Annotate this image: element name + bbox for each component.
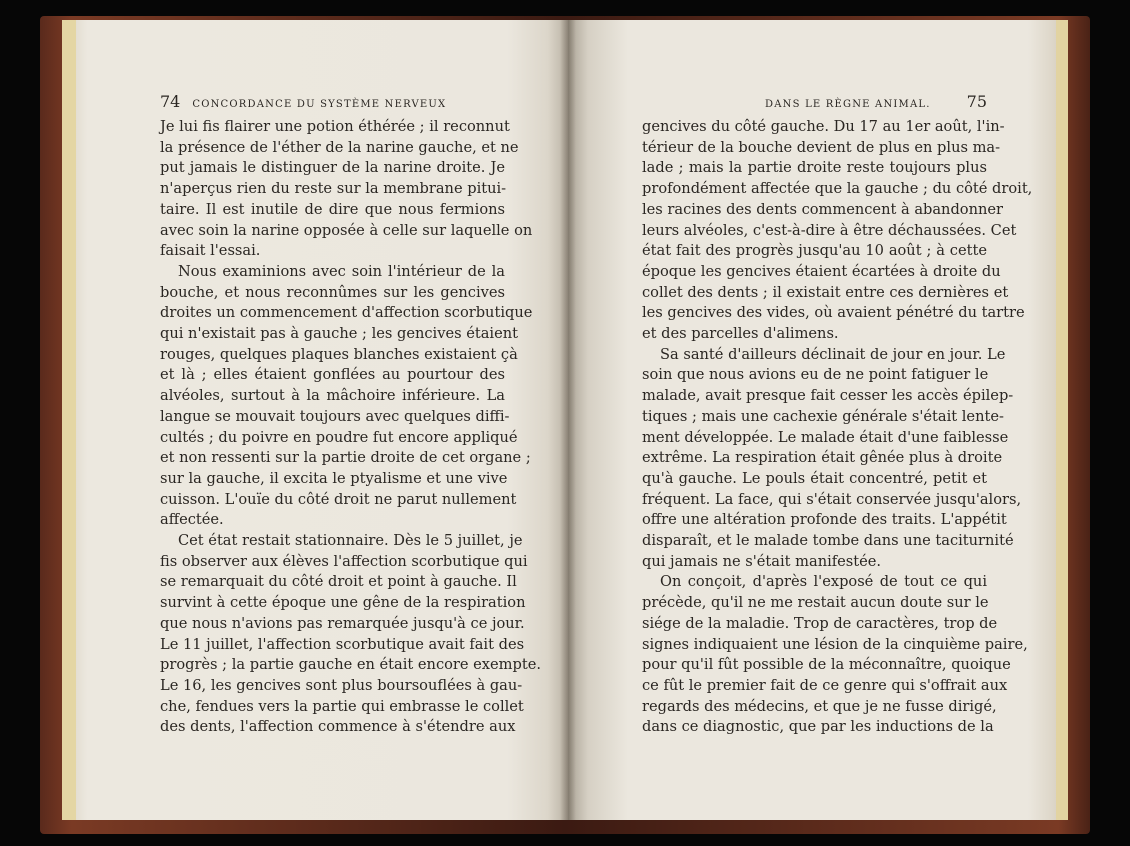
book-gutter (560, 20, 576, 820)
text-line: taire. Il est inutile de dire que nous fermions (160, 200, 505, 218)
text-line: et là ; elles étaient gonflées au pourtour des (160, 366, 505, 384)
text-line: disparaît, et le malade tombe dans une taciturnité (642, 532, 1014, 550)
text-line: offre une altération profonde des traits. L'appétit (642, 511, 1007, 529)
text-line: Le 11 juillet, l'affection scorbutique avait fait des (160, 635, 525, 653)
text-line: affectée. (160, 511, 224, 529)
text-line: qu'à gauche. Le pouls était concentré, petit et (642, 469, 987, 487)
text-line: malade, avait presque fait cesser les accès épilep- (642, 387, 1014, 405)
text-line: Cet état restait stationnaire. Dès le 5 juillet, je (178, 532, 523, 550)
text-line: rouges, quelques plaques blanches existaient çà (160, 345, 518, 363)
text-line: ment développée. Le malade était d'une faiblesse (642, 428, 1009, 446)
text-line: Je lui fis flairer une potion éthérée ; il reconnut (160, 118, 510, 135)
text-line: dans ce diagnostic, que par les inductions de la (642, 718, 994, 736)
left-running-title: CONCORDANCE DU SYSTÈME NERVEUX (192, 99, 447, 110)
text-line: époque les gencives étaient écartées à droite du (642, 262, 1001, 280)
text-line: extrême. La respiration était gênée plus à droite (642, 449, 1003, 467)
left-page-header (160, 92, 505, 111)
text-line: Le 16, les gencives sont plus boursouflées à gau- (160, 676, 523, 694)
right-page-text (642, 117, 1033, 738)
text-line: qui n'existait pas à gauche ; les gencives étaient (160, 325, 519, 343)
text-line: sur la gauche, il excita le ptyalisme et une vive (160, 469, 508, 487)
text-line: lade ; mais la partie droite reste toujours plus (642, 159, 987, 177)
text-line: profondément affectée que la gauche ; du côté droit, (642, 180, 1033, 198)
text-line: ce fût le premier fait de ce genre qui s'offrait aux (642, 676, 1008, 694)
text-line: qui jamais ne s'était manifestée. (642, 552, 882, 570)
text-line: Sa santé d'ailleurs déclinait de jour en jour. Le (660, 345, 1006, 363)
text-line: état fait des progrès jusqu'au 10 août ; à cette (642, 242, 987, 260)
text-line: n'aperçus rien du reste sur la membrane pitui- (160, 180, 507, 198)
text-line: la présence de l'éther de la narine gauche, et ne (160, 138, 519, 156)
text-line: des dents, l'affection commence à s'étendre aux (160, 718, 516, 736)
text-line: droites un commencement d'affection scorbutique (160, 304, 533, 322)
text-line: et des parcelles d'alimens. (642, 325, 839, 343)
text-line: les gencives des vides, où avaient pénétré du tartre (642, 304, 1025, 322)
text-line: regards des médecins, et que je ne fusse dirigé, (642, 697, 997, 715)
text-line: bouche, et nous reconnûmes sur les gencives (160, 283, 505, 301)
text-line: se remarquait du côté droit et point à gauche. Il (160, 573, 517, 591)
text-line: térieur de la bouche devient de plus en plus ma- (642, 138, 1001, 156)
left-page-text (160, 117, 541, 738)
text-line: signes indiquaient une lésion de la cinquième paire, (642, 635, 1028, 653)
text-line: siége de la maladie. Trop de caractères, trop de (642, 614, 998, 632)
text-line: leurs alvéoles, c'est-à-dire à être déchaussées. Cet (642, 221, 1017, 239)
left-page (62, 20, 568, 820)
right-page-edges (1056, 20, 1068, 820)
left-page-edges (62, 20, 76, 820)
right-page-number: 75 (966, 92, 987, 111)
text-line: put jamais le distinguer de la narine droite. Je (160, 159, 505, 177)
text-line: alvéoles, surtout à la mâchoire inférieure. La (160, 387, 505, 405)
right-page (568, 20, 1068, 820)
right-page-header (642, 92, 987, 111)
text-line: avec soin la narine opposée à celle sur laquelle on (160, 221, 533, 239)
text-line: tiques ; mais une cachexie générale s'était lente- (642, 407, 1004, 425)
right-running-title: DANS LE RÈGNE ANIMAL. (765, 99, 931, 110)
text-line: collet des dents ; il existait entre ces dernières et (642, 283, 1009, 301)
text-line: pour qu'il fût possible de la méconnaître, quoique (642, 656, 1011, 674)
text-line: précède, qu'il ne me restait aucun doute sur le (642, 594, 989, 612)
text-line: langue se mouvait toujours avec quelques diffi- (160, 407, 510, 425)
text-line: fréquent. La face, qui s'était conservée jusqu'alors, (642, 490, 1022, 508)
text-line: les racines des dents commencent à abandonner (642, 200, 1003, 218)
text-line: gencives du côté gauche. Du 17 au 1er août, l'in- (642, 118, 1005, 135)
text-line: que nous n'avions pas remarquée jusqu'à ce jour. (160, 614, 525, 632)
text-line: Nous examinions avec soin l'intérieur de la (178, 262, 505, 280)
text-line: fis observer aux élèves l'affection scorbutique qui (160, 552, 528, 570)
text-line: faisait l'essai. (160, 242, 261, 260)
text-line: survint à cette époque une gêne de la respiration (160, 594, 526, 612)
text-line: progrès ; la partie gauche en était encore exempte. (160, 656, 541, 674)
text-line: soin que nous avions eu de ne point fatiguer le (642, 366, 989, 384)
text-line: cultés ; du poivre en poudre fut encore appliqué (160, 428, 518, 446)
text-line: cuisson. L'ouïe du côté droit ne parut nullement (160, 490, 517, 508)
left-page-number: 74 (160, 92, 181, 111)
text-line: che, fendues vers la partie qui embrasse le collet (160, 697, 524, 715)
text-line: et non ressenti sur la partie droite de cet organe ; (160, 449, 531, 467)
text-line: On conçoit, d'après l'exposé de tout ce qui (660, 573, 987, 591)
